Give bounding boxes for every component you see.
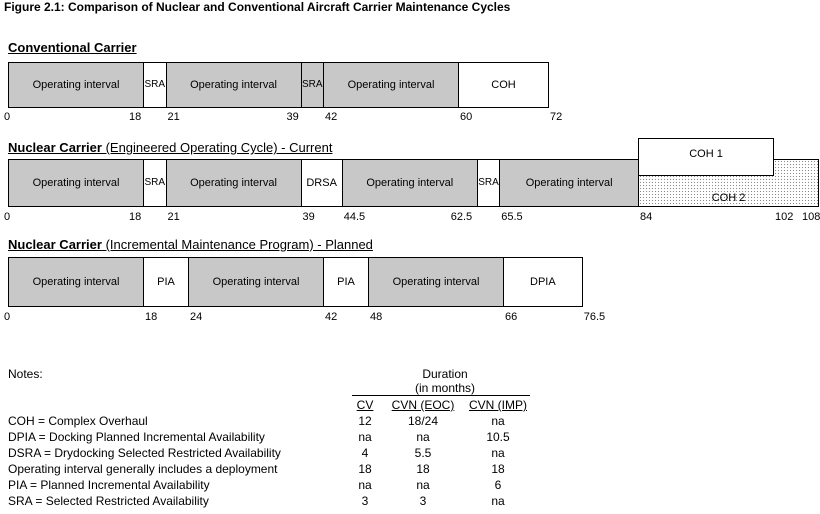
nuclear-imp-segment-operating-interval: Operating interval <box>8 257 144 307</box>
nuclear-eoc-segment-operating-interval: Operating interval <box>342 159 478 207</box>
conventional-tick-label: 21 <box>167 111 180 123</box>
note-definition: PIA = Planned Incremental Availability <box>8 478 210 492</box>
note-duration-value: na <box>416 478 430 492</box>
nuclear-imp-title-rest: (Incremental Maintenance Program) - Planned <box>101 237 373 252</box>
note-duration-value: na <box>358 478 372 492</box>
nuclear-eoc-tick-label: 108 <box>802 211 820 223</box>
nuclear-imp-tick-label: 48 <box>370 311 383 323</box>
nuclear-imp-title <box>8 237 373 252</box>
col-header-cvn-eoc: CVN (EOC) <box>391 398 455 412</box>
note-duration-value: na <box>491 414 505 428</box>
conventional-tick-label: 42 <box>325 111 338 123</box>
nuclear-imp-tick-label: 42 <box>325 311 338 323</box>
note-duration-value: 18 <box>358 462 372 476</box>
note-duration-value: 3 <box>419 494 427 508</box>
duration-subheader: (in months) <box>414 381 476 395</box>
conventional-title <box>8 40 137 55</box>
conventional-segment-coh: COH <box>458 62 549 108</box>
note-duration-value: 18 <box>491 462 505 476</box>
note-duration-value: na <box>491 446 505 460</box>
nuclear-eoc-segment-drsa: DRSA <box>301 159 343 207</box>
nuclear-imp-tick-label: 18 <box>145 311 158 323</box>
nuclear-imp-segment-pia: PIA <box>143 257 189 307</box>
note-definition: COH = Complex Overhaul <box>8 414 148 428</box>
nuclear-eoc-tick-label: 84 <box>640 211 653 223</box>
note-duration-value: 12 <box>358 414 372 428</box>
nuclear-imp-segment-pia: PIA <box>323 257 369 307</box>
nuclear-eoc-segment-coh-2: COH 2 <box>638 159 819 207</box>
conventional-tick-label: 18 <box>129 111 142 123</box>
nuclear-imp-segment-operating-interval: Operating interval <box>368 257 504 307</box>
note-duration-value: na <box>358 430 372 444</box>
figure-title: Figure 2.1: Comparison of Nuclear and Conventional Aircraft Carrier Maintenance Cycles <box>4 0 511 14</box>
note-duration-value: na <box>491 494 505 508</box>
conventional-tick-label: 72 <box>550 111 563 123</box>
note-definition: DSRA = Drydocking Selected Restricted Availability <box>8 446 281 460</box>
note-duration-value: 3 <box>361 494 369 508</box>
nuclear-eoc-segment-operating-interval: Operating interval <box>166 159 302 207</box>
nuclear-imp-tick-label: 76.5 <box>583 311 606 323</box>
conventional-title-bold: Conventional Carrier <box>8 40 137 55</box>
nuclear-eoc-title <box>8 140 332 155</box>
conventional-tick-label: 39 <box>286 111 299 123</box>
conventional-segment-operating-interval: Operating interval <box>166 62 302 108</box>
nuclear-eoc-segment-sra: S R A <box>143 159 167 207</box>
note-duration-value: 18/24 <box>407 414 439 428</box>
nuclear-eoc-tick-label: 39 <box>302 211 315 223</box>
duration-header: Duration <box>422 367 468 381</box>
nuclear-imp-title-bold: Nuclear Carrier <box>8 237 102 252</box>
nuclear-eoc-tick-label: 102 <box>775 211 794 223</box>
duration-rule <box>352 395 530 396</box>
nuclear-eoc-title-bold: Nuclear Carrier <box>8 140 102 155</box>
nuclear-eoc-segment-coh-1: COH 1 <box>638 138 774 176</box>
nuclear-eoc-segment-sra: S R A <box>477 159 501 207</box>
col-header-cvn-imp: CVN (IMP) <box>469 398 527 412</box>
note-duration-value: 6 <box>494 478 502 492</box>
nuclear-imp-tick-label: 24 <box>190 311 203 323</box>
conventional-segment-sra: S R A <box>301 62 325 108</box>
conventional-tick-label: 0 <box>4 111 11 123</box>
note-duration-value: na <box>416 430 430 444</box>
note-duration-value: 4 <box>361 446 369 460</box>
note-duration-value: 10.5 <box>486 430 510 444</box>
note-definition: DPIA = Docking Planned Incremental Availability <box>8 430 265 444</box>
nuclear-eoc-tick-label: 0 <box>4 211 11 223</box>
nuclear-eoc-tick-label: 62.5 <box>450 211 473 223</box>
nuclear-imp-tick-label: 66 <box>505 311 518 323</box>
conventional-segment-sra: S R A <box>143 62 167 108</box>
notes-label: Notes: <box>8 367 43 381</box>
nuclear-eoc-tick-label: 65.5 <box>501 211 523 223</box>
conventional-segment-operating-interval: Operating interval <box>323 62 459 108</box>
conventional-tick-label: 60 <box>460 111 473 123</box>
note-definition: SRA = Selected Restricted Availability <box>8 494 209 508</box>
nuclear-eoc-segment-operating-interval: Operating interval <box>499 159 639 207</box>
nuclear-eoc-segment-operating-interval: Operating interval <box>8 159 144 207</box>
nuclear-eoc-tick-label: 21 <box>167 211 180 223</box>
note-duration-value: 5.5 <box>414 446 432 460</box>
nuclear-imp-segment-dpia: DPIA <box>503 257 583 307</box>
nuclear-eoc-title-rest: (Engineered Operating Cycle) - Current <box>101 140 333 155</box>
nuclear-eoc-tick-label: 44.5 <box>343 211 366 223</box>
nuclear-imp-tick-label: 0 <box>4 311 11 323</box>
note-definition: Operating interval generally includes a deployment <box>8 462 278 476</box>
note-duration-value: 18 <box>416 462 430 476</box>
nuclear-eoc-tick-label: 18 <box>129 211 142 223</box>
conventional-segment-operating-interval: Operating interval <box>8 62 144 108</box>
col-header-cv: CV <box>356 398 374 412</box>
nuclear-imp-segment-operating-interval: Operating interval <box>188 257 324 307</box>
